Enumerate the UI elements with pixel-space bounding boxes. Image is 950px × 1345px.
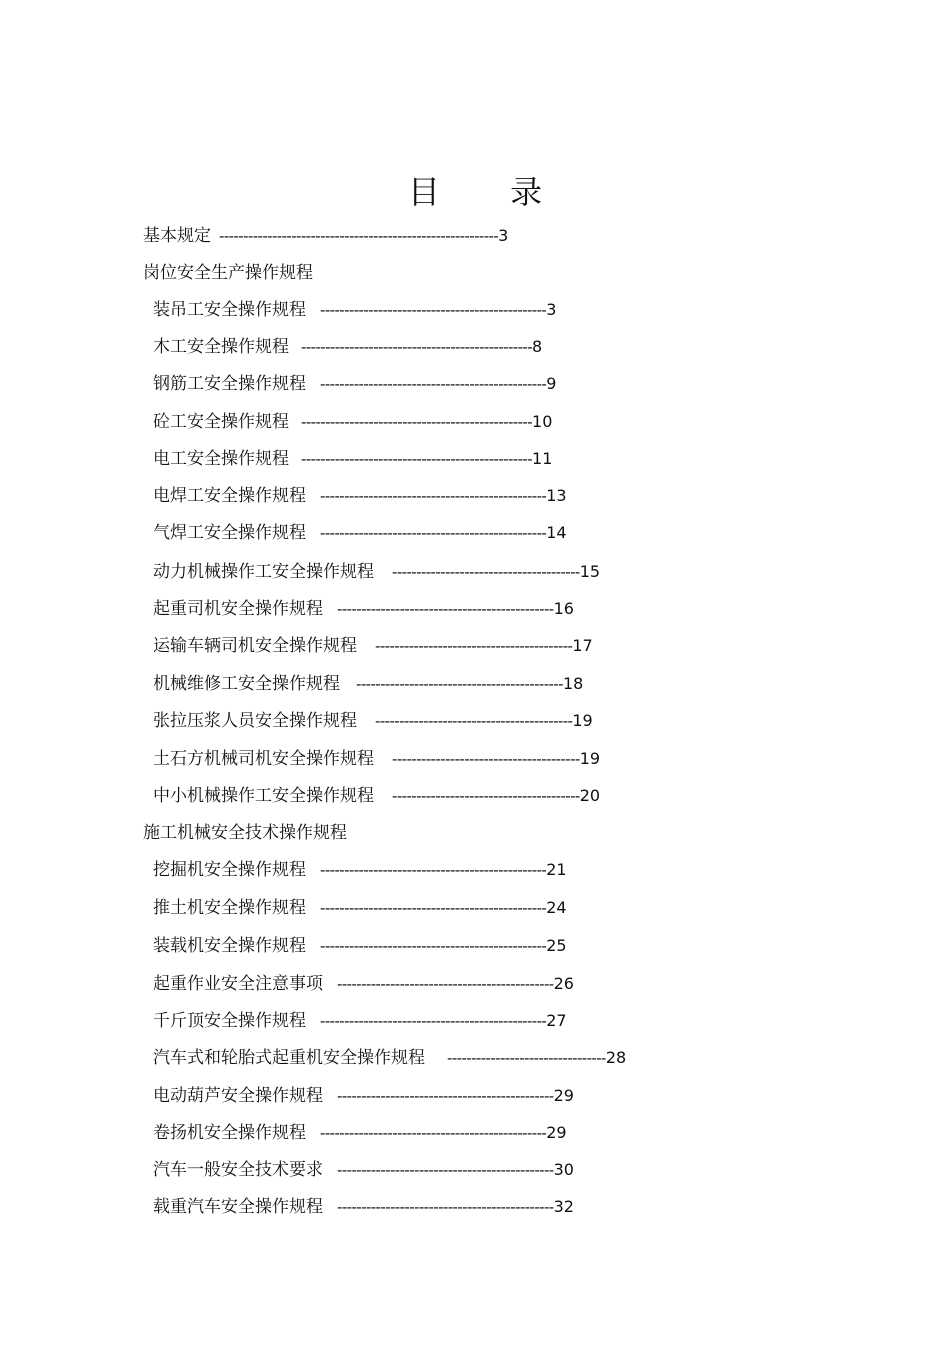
toc-entry-label: 张拉压浆人员安全操作规程 [153, 711, 357, 731]
toc-entry-label: 气焊工安全操作规程 [153, 523, 306, 543]
toc-entry[interactable] [153, 373, 556, 395]
toc-entry-leader: --------------------------------------- [392, 787, 580, 805]
toc-entry[interactable] [153, 785, 600, 807]
toc-entry-label: 载重汽车安全操作规程 [153, 1197, 323, 1217]
toc-entry-label: 起重作业安全注意事项 [153, 974, 323, 994]
toc-entry-page: 26 [553, 974, 574, 993]
toc-entry-page: 14 [546, 523, 567, 542]
toc-entry-page: 3 [498, 226, 509, 245]
toc-entry[interactable] [153, 1122, 567, 1144]
toc-entry[interactable] [153, 859, 567, 881]
toc-entry-label: 基本规定 [143, 226, 211, 246]
toc-entry[interactable] [153, 561, 600, 583]
toc-entry-page: 17 [572, 636, 593, 655]
toc-entry-page: 30 [553, 1160, 574, 1179]
toc-entry-leader: --------------------------------------------- [337, 1087, 554, 1105]
toc-entry-page: 3 [546, 300, 557, 319]
toc-entry-page: 13 [546, 486, 567, 505]
toc-entry[interactable] [143, 225, 508, 247]
toc-entry-leader: --------------------------------------------- [337, 1161, 554, 1179]
toc-section-label: 施工机械安全技术操作规程 [143, 823, 347, 843]
toc-entry-leader: ---------------------------------------------------------- [219, 227, 499, 245]
toc-entry-page: 32 [553, 1197, 574, 1216]
toc-entry-label: 汽车一般安全技术要求 [153, 1160, 323, 1180]
toc-entry[interactable] [153, 748, 600, 770]
toc-entry-label: 装吊工安全操作规程 [153, 300, 306, 320]
toc-entry-leader: --------------------------------------------- [337, 975, 554, 993]
toc-entry-leader: --------------------------------------------- [337, 600, 554, 618]
toc-entry[interactable] [153, 336, 542, 358]
toc-entry-page: 28 [605, 1048, 627, 1067]
toc-entry[interactable] [153, 897, 567, 919]
toc-entry-page: 29 [553, 1086, 574, 1105]
toc-entry-leader: ----------------------------------------------- [320, 301, 547, 319]
toc-section-heading[interactable] [143, 262, 313, 284]
toc-entry-page: 19 [572, 711, 593, 730]
toc-entry-leader: ----------------------------------------------- [320, 1124, 547, 1142]
toc-entry-label: 汽车式和轮胎式起重机安全操作规程 [153, 1048, 425, 1068]
toc-entry[interactable] [153, 1085, 574, 1107]
toc-entry-label: 推土机安全操作规程 [153, 898, 306, 918]
toc-entry[interactable] [153, 1159, 574, 1181]
toc-entry-label: 电工安全操作规程 [153, 449, 289, 469]
toc-entry-page: 15 [579, 562, 601, 581]
toc-section-heading[interactable] [143, 822, 347, 844]
toc-entry[interactable] [153, 598, 574, 620]
toc-entry-leader: ------------------------------------------------ [301, 413, 533, 431]
toc-entry-label: 电焊工安全操作规程 [153, 486, 306, 506]
toc-entry-leader: ----------------------------------------------- [320, 1012, 547, 1030]
toc-section-label: 岗位安全生产操作规程 [143, 263, 313, 283]
toc-entry-leader: ----------------------------------------- [375, 712, 573, 730]
toc-entry-label: 中小机械操作工安全操作规程 [153, 786, 374, 806]
toc-entry-label: 木工安全操作规程 [153, 337, 289, 357]
toc-entry[interactable] [153, 1196, 574, 1218]
toc-entry-page: 29 [546, 1123, 567, 1142]
toc-entry-label: 电动葫芦安全操作规程 [153, 1086, 323, 1106]
toc-entry-page: 16 [553, 599, 574, 618]
toc-entry-leader: --------------------------------- [447, 1049, 606, 1067]
toc-entry-page: 18 [562, 674, 584, 693]
toc-entry-page: 24 [546, 898, 567, 917]
toc-entry-label: 动力机械操作工安全操作规程 [153, 562, 374, 582]
toc-entry-leader: ------------------------------------------------ [301, 450, 533, 468]
toc-entry-leader: ----------------------------------------- [375, 637, 573, 655]
toc-entry-label: 土石方机械司机安全操作规程 [153, 749, 374, 769]
toc-entry-page: 9 [546, 374, 557, 393]
toc-entry[interactable] [153, 673, 583, 695]
toc-entry[interactable] [153, 973, 574, 995]
toc-entry-label: 砼工安全操作规程 [153, 412, 289, 432]
toc-entry-label: 卷扬机安全操作规程 [153, 1123, 306, 1143]
toc-entry-leader: --------------------------------------- [392, 750, 580, 768]
toc-entry[interactable] [153, 1047, 626, 1069]
toc-entry-label: 机械维修工安全操作规程 [153, 674, 340, 694]
toc-entry-page: 21 [546, 860, 567, 879]
toc-entry[interactable] [153, 448, 552, 470]
toc-entry[interactable] [153, 411, 552, 433]
toc-entry[interactable] [153, 710, 593, 732]
page-title: 目 录 [407, 173, 573, 211]
toc-entry-leader: ----------------------------------------------- [320, 899, 547, 917]
toc-entry[interactable] [153, 635, 593, 657]
toc-entry-page: 11 [532, 449, 553, 468]
toc-entry-leader: --------------------------------------- [392, 563, 580, 581]
toc-entry-page: 10 [532, 412, 553, 431]
toc-entry[interactable] [153, 1010, 567, 1032]
toc-entry-leader: ----------------------------------------------- [320, 861, 547, 879]
toc-entry-label: 运输车辆司机安全操作规程 [153, 636, 357, 656]
toc-entry-leader: ----------------------------------------------- [320, 375, 547, 393]
toc-entry-page: 8 [532, 337, 543, 356]
toc-entry[interactable] [153, 485, 567, 507]
toc-entry-leader: ------------------------------------------- [356, 675, 563, 693]
toc-entry-label: 起重司机安全操作规程 [153, 599, 323, 619]
toc-entry-label: 千斤顶安全操作规程 [153, 1011, 306, 1031]
toc-entry-page: 25 [546, 936, 567, 955]
toc-entry-label: 装载机安全操作规程 [153, 936, 306, 956]
toc-entry-label: 钢筋工安全操作规程 [153, 374, 306, 394]
toc-entry-leader: ----------------------------------------------- [320, 937, 547, 955]
toc-entry-page: 19 [579, 749, 601, 768]
toc-entry-leader: ----------------------------------------------- [320, 487, 547, 505]
toc-entry-page: 27 [546, 1011, 567, 1030]
toc-entry-leader: ----------------------------------------------- [320, 524, 547, 542]
toc-entry[interactable] [153, 935, 567, 957]
toc-entry-leader: ------------------------------------------------ [301, 338, 533, 356]
toc-entry-leader: --------------------------------------------- [337, 1198, 554, 1216]
toc-entry-page: 20 [579, 786, 601, 805]
toc-entry[interactable] [153, 299, 556, 321]
toc-entry[interactable] [153, 522, 567, 544]
toc-entry-label: 挖掘机安全操作规程 [153, 860, 306, 880]
